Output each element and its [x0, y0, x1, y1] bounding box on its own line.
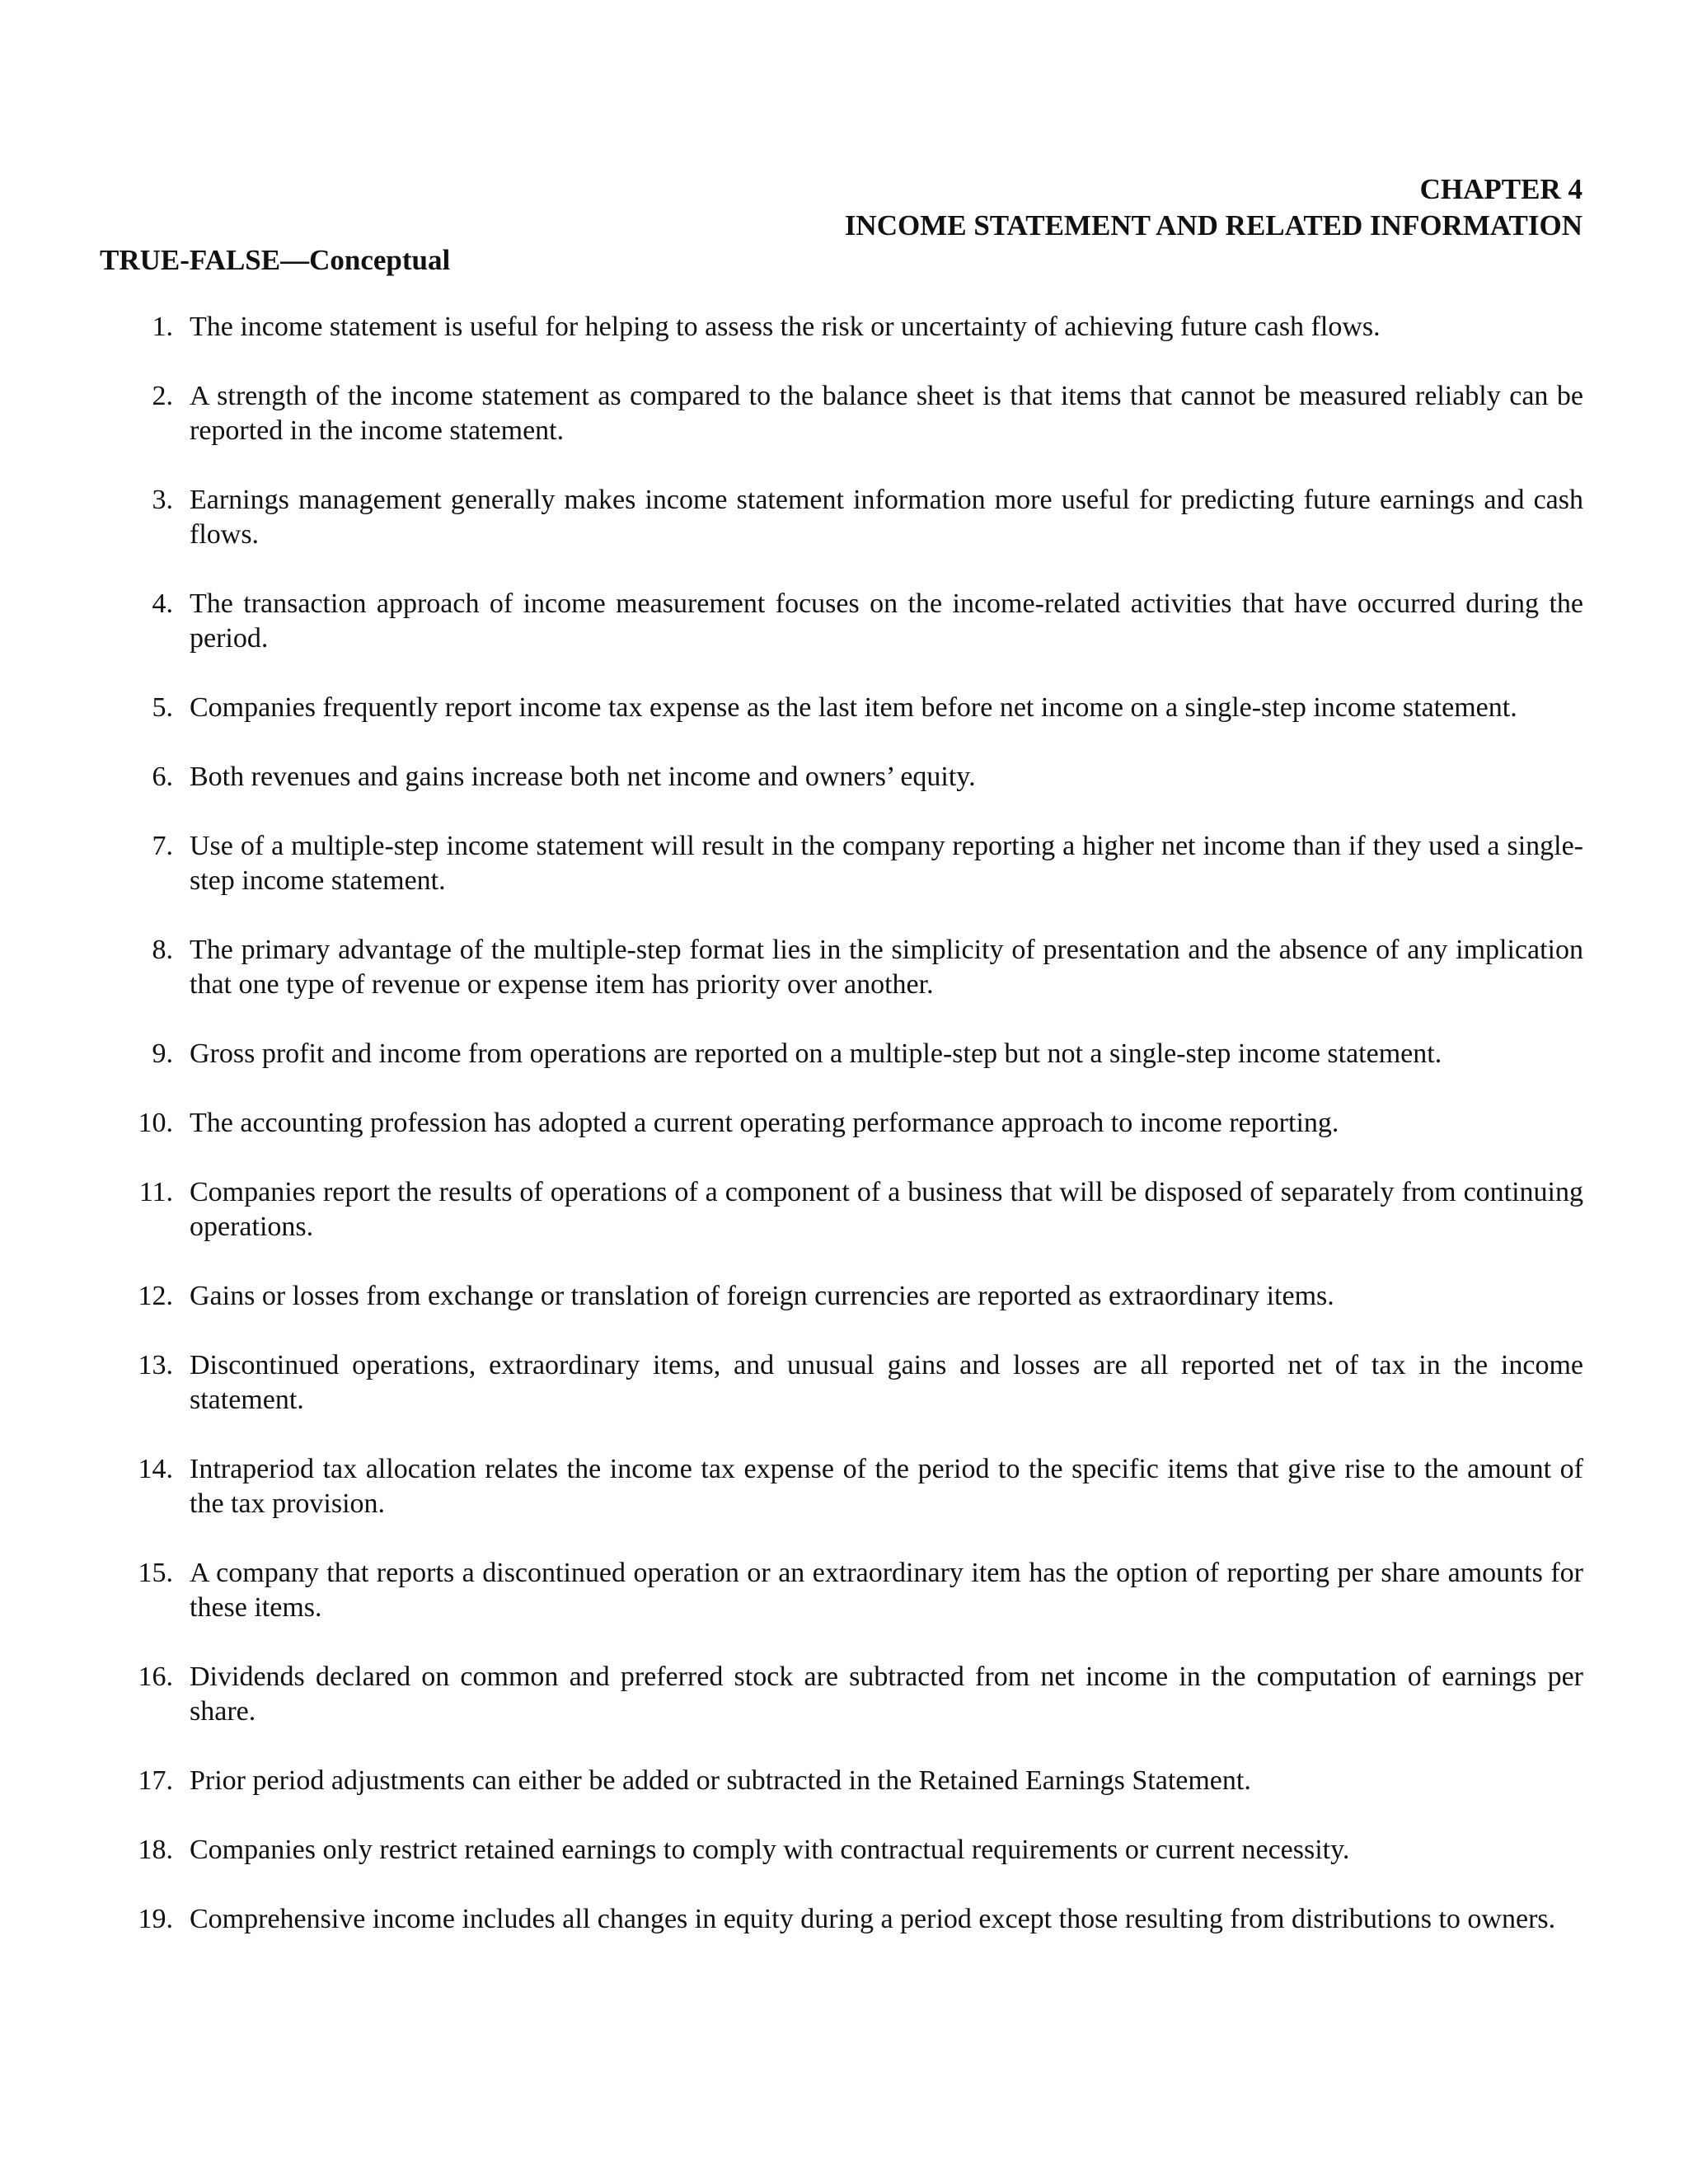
question-item [100, 829, 1583, 898]
question-item [100, 587, 1583, 656]
question-item [100, 1037, 1583, 1071]
question-number: 17. [138, 1765, 173, 1796]
question-text: Companies frequently report income tax expense as the last item before net income on a single-step income statement. [190, 692, 1517, 723]
question-number: 12. [138, 1281, 173, 1311]
question-item [100, 760, 1583, 794]
question-number: 10. [138, 1108, 173, 1138]
question-item [100, 1902, 1583, 1937]
question-item [100, 483, 1583, 552]
question-text: A company that reports a discontinued operation or an extraordinary item has the option of reporting per share amounts for these items. [190, 1558, 1583, 1623]
question-number: 1. [152, 312, 173, 342]
question-text: Dividends declared on common and preferred stock are subtracted from net income in the computation of earnings per share. [190, 1661, 1583, 1727]
question-number: 9. [152, 1038, 173, 1069]
question-number: 3. [152, 485, 173, 515]
question-item [100, 310, 1583, 344]
question-list [100, 310, 1583, 1971]
question-number: 14. [138, 1454, 173, 1484]
question-item [100, 1452, 1583, 1521]
question-text: Intraperiod tax allocation relates the income tax expense of the period to the specific items that give rise to the amount of the tax provision. [190, 1454, 1583, 1519]
question-text: Gains or losses from exchange or translation of foreign currencies are reported as extraordinary items. [190, 1281, 1334, 1311]
section-title: TRUE-FALSE—Conceptual [100, 244, 451, 276]
question-number: 8. [152, 935, 173, 965]
question-text: Companies only restrict retained earnings to comply with contractual requirements or current necessity. [190, 1835, 1350, 1865]
question-number: 18. [138, 1835, 173, 1865]
question-text: Gross profit and income from operations are reported on a multiple-step but not a single-step income statement. [190, 1038, 1442, 1069]
question-number: 7. [152, 831, 173, 861]
question-item [100, 691, 1583, 725]
question-item [100, 1764, 1583, 1798]
question-item [100, 1106, 1583, 1141]
question-number: 15. [138, 1558, 173, 1588]
question-text: A strength of the income statement as compared to the balance sheet is that items that cannot be measured reliably can be reported in the income statement. [190, 381, 1583, 446]
question-item [100, 1833, 1583, 1868]
question-item [100, 1556, 1583, 1625]
question-text: Companies report the results of operations of a component of a business that will be disposed of separately from continuing operations. [190, 1177, 1583, 1242]
question-text: The primary advantage of the multiple-step format lies in the simplicity of presentation and the absence of any implication that one type of revenue or expense item has priority over another. [190, 935, 1583, 1000]
question-text: The income statement is useful for helping to assess the risk or uncertainty of achieving future cash flows. [190, 312, 1381, 342]
question-item [100, 379, 1583, 448]
question-item [100, 1348, 1583, 1418]
question-text: The transaction approach of income measurement focuses on the income-related activities that have occurred during the period. [190, 588, 1583, 654]
question-text: Comprehensive income includes all changes in equity during a period except those resulting from distributions to owners. [190, 1904, 1556, 1934]
question-item [100, 1175, 1583, 1244]
question-number: 6. [152, 762, 173, 792]
question-item [100, 1660, 1583, 1729]
question-number: 11. [138, 1177, 173, 1207]
question-text: Use of a multiple-step income statement will result in the company reporting a higher net income than if they used a single-step income statement. [190, 831, 1583, 896]
question-item [100, 933, 1583, 1002]
question-text: Earnings management generally makes income statement information more useful for predicting future earnings and cash flows. [190, 485, 1583, 550]
question-text: Discontinued operations, extraordinary items, and unusual gains and losses are all reported net of tax in the income statement. [190, 1350, 1583, 1415]
question-text: Both revenues and gains increase both net income and owners’ equity. [190, 762, 976, 792]
chapter-number: CHAPTER 4 [1419, 173, 1582, 205]
question-number: 4. [152, 588, 173, 619]
question-number: 5. [152, 692, 173, 723]
question-number: 13. [138, 1350, 173, 1380]
chapter-header [845, 171, 1582, 244]
question-text: Prior period adjustments can either be added or subtracted in the Retained Earnings Statement. [190, 1765, 1251, 1796]
question-number: 2. [152, 381, 173, 411]
question-number: 16. [138, 1661, 173, 1692]
question-item [100, 1279, 1583, 1314]
question-text: The accounting profession has adopted a current operating performance approach to income reporting. [190, 1108, 1339, 1138]
chapter-title: INCOME STATEMENT AND RELATED INFORMATION [844, 209, 1582, 241]
question-number: 19. [138, 1904, 173, 1934]
